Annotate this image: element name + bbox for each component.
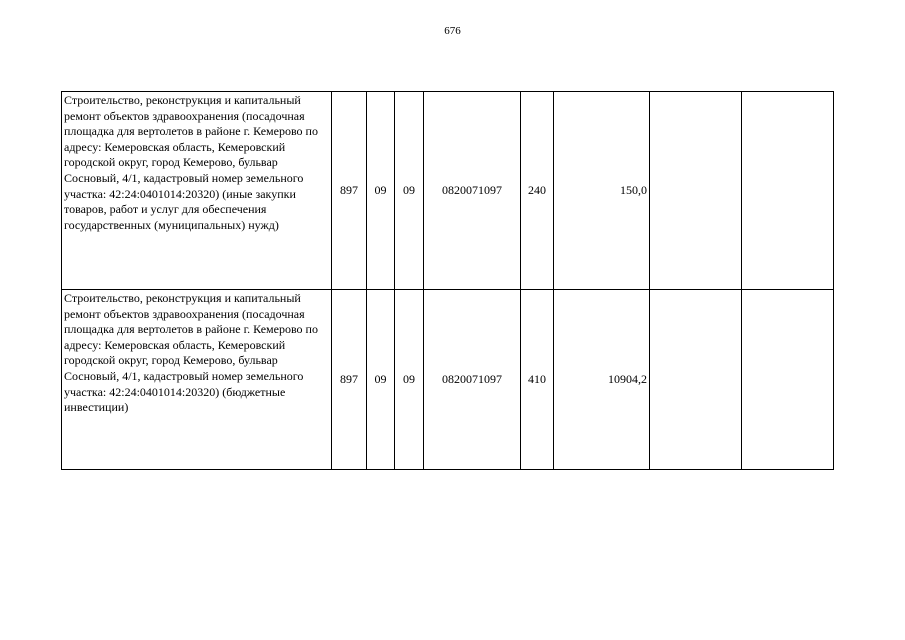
- page-number: 676: [444, 25, 461, 37]
- empty-cell: [650, 92, 742, 290]
- ministry-code-cell: 897: [332, 92, 367, 290]
- target-article-cell: 0820071097: [424, 290, 521, 470]
- table-row: [62, 290, 834, 470]
- expense-type-cell: 410: [521, 290, 554, 470]
- expense-type-cell: 240: [521, 92, 554, 290]
- empty-cell: [650, 290, 742, 470]
- section-code-cell: 09: [367, 290, 395, 470]
- empty-cell: [742, 290, 834, 470]
- amount-cell: 10904,2: [554, 290, 650, 470]
- amount-cell: 150,0: [554, 92, 650, 290]
- ministry-code-cell: 897: [332, 290, 367, 470]
- empty-cell: [742, 92, 834, 290]
- subsection-code-cell: 09: [395, 290, 424, 470]
- budget-table: [61, 91, 834, 470]
- target-article-cell: 0820071097: [424, 92, 521, 290]
- description-cell: Строительство, реконструкция и капитальный ремонт объектов здравоохранения (посадочная площадка для вертолетов в районе г. Кемерово по адресу: Кемеровская область, Кемеровский городской округ, город Кемерово, бульвар Сосновый, 4/1, кадастровый номер земельного участка: 42:24:0401014:20320) (иные закупки товаров, работ и услуг для обеспечения государственных (муниципальных) нужд): [62, 92, 332, 290]
- table-row: [62, 92, 834, 290]
- section-code-cell: 09: [367, 92, 395, 290]
- subsection-code-cell: 09: [395, 92, 424, 290]
- description-cell: Строительство, реконструкция и капитальный ремонт объектов здравоохранения (посадочная площадка для вертолетов в районе г. Кемерово по адресу: Кемеровская область, Кемеровский городской округ, город Кемерово, бульвар Сосновый, 4/1, кадастровый номер земельного участка: 42:24:0401014:20320) (бюджетные инвестиции): [62, 290, 332, 470]
